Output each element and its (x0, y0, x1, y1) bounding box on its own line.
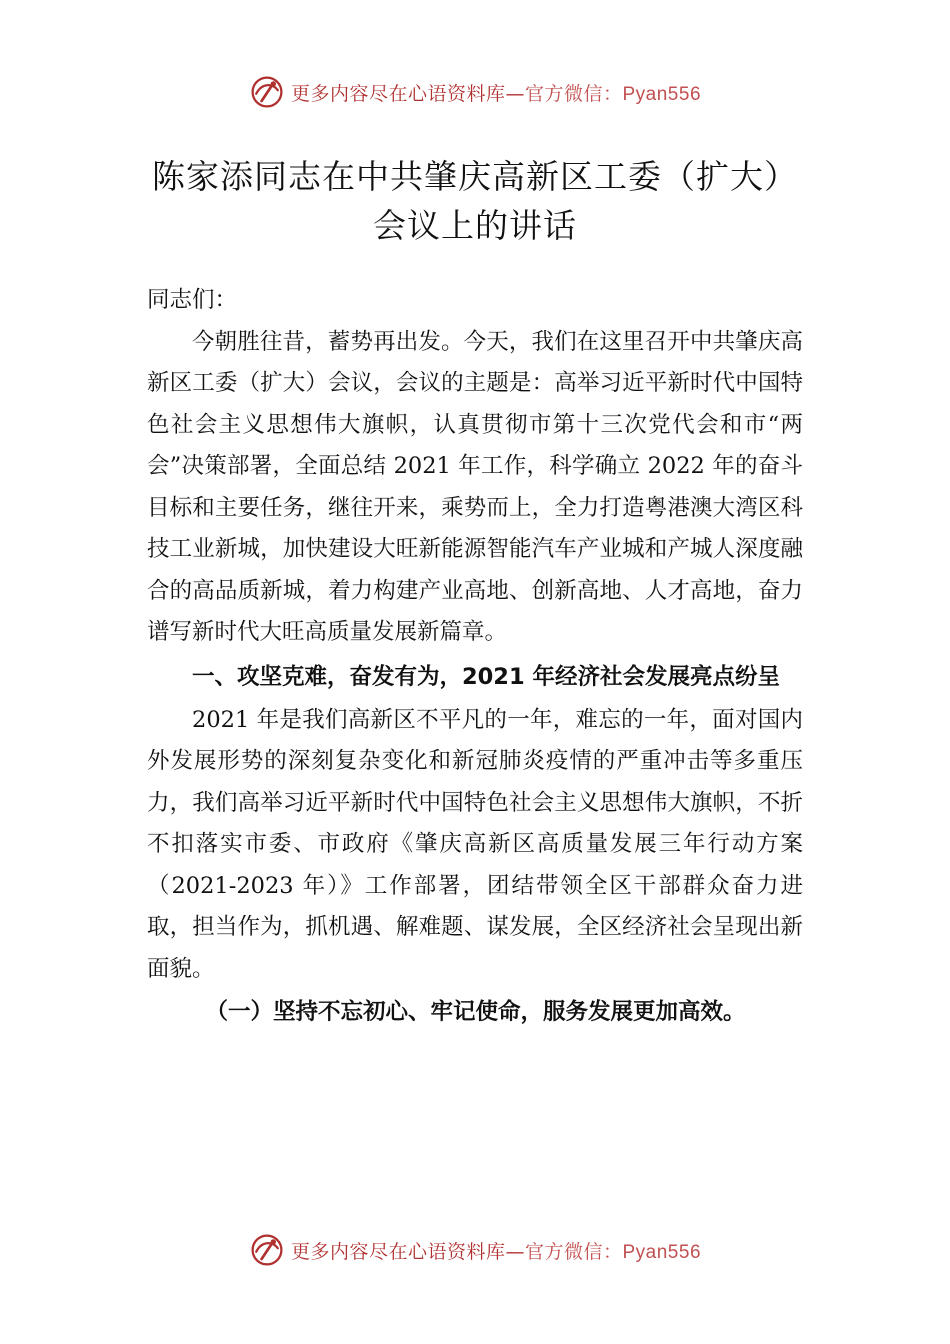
brand-logo-icon (249, 1232, 285, 1268)
salutation: 同志们： (147, 287, 238, 313)
watermark-wechat-label: 官方微信： (524, 1240, 623, 1263)
watermark-wechat-id: Pyan556 (622, 83, 702, 105)
watermark-banner-bottom (0, 1228, 950, 1272)
watermark-banner-top (0, 70, 950, 114)
document-body (147, 280, 803, 1034)
subsection-heading-1: （一）坚持不忘初心、牢记使命，服务发展更加高效。 (205, 999, 746, 1025)
watermark-wechat-id: Pyan556 (622, 1241, 702, 1263)
paragraph-2021-review: 2021 年是我们高新区不平凡的一年，难忘的一年，面对国内外发展形势的深刻复杂变化和新冠肺炎疫情的严重冲击等多重压力，我们高举习近平新时代中国特色社会主义思想伟大旗帜，不折不扣落实市委、市政府《肇庆高新区高质量发展三年行动方案（2021-2023 年）》工作部署，团结带领全区干部群众奋力进取，担当作为，抓机遇、解难题、谋发展，全区经济社会呈现出新面貌。 (147, 706, 803, 982)
watermark-text-main: 更多内容尽在心语资料库— (290, 82, 525, 105)
watermark-text (291, 1237, 701, 1264)
section-heading-1: 一、攻坚克难，奋发有为，2021 年经济社会发展亮点纷呈 (192, 663, 780, 690)
document-title: 陈家添同志在中共肇庆高新区工委（扩大）会议上的讲话 (152, 157, 798, 245)
watermark-text (291, 79, 701, 106)
brand-logo-icon (249, 74, 285, 110)
paragraph-intro: 今朝胜往昔，蓄势再出发。今天，我们在这里召开中共肇庆高新区工委（扩大）会议，会议的主题是：高举习近平新时代中国特色社会主义思想伟大旗帜，认真贯彻市第十三次党代会和市“两会”决策部署，全面总结 2021 年工作，科学确立 2022 年的奋斗目标和主要任务，继往开来，乘势而上，全力打造粤港澳大湾区科技工业新城，加快建设大旺新能源智能汽车产业城和产城人深度融合的高品质新城，着力构建产业高地、创新高地、人才高地，奋力谱写新时代大旺高质量发展新篇章。 (147, 328, 803, 645)
watermark-wechat-label: 官方微信： (524, 82, 623, 105)
watermark-text-main: 更多内容尽在心语资料库— (290, 1240, 525, 1263)
